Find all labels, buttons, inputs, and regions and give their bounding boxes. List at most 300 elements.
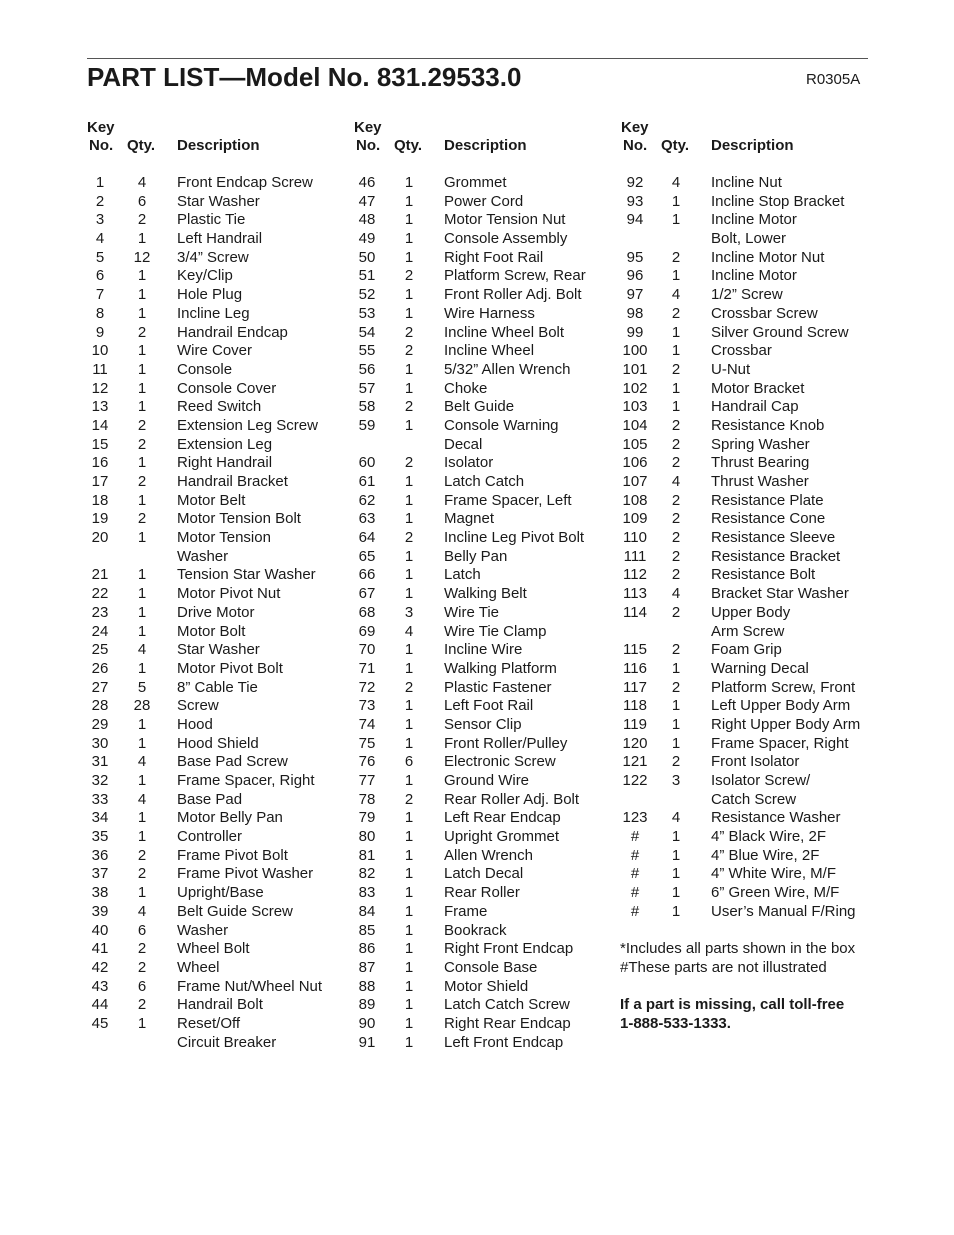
part-description: User’s Manual F/Ring [711, 902, 856, 920]
part-qty: 1 [137, 398, 147, 416]
part-row [354, 417, 634, 436]
part-description: Belt Guide [444, 398, 515, 416]
part-description: Resistance Bolt [711, 566, 816, 584]
part-description: Motor Tension Bolt [177, 510, 301, 528]
part-qty: 2 [404, 342, 414, 360]
part-description: Front Endcap Screw [177, 174, 313, 191]
part-key: 115 [623, 641, 647, 659]
part-description: Base Pad [177, 790, 243, 808]
part-description: Console [177, 360, 233, 378]
part-description: Right Handrail [177, 454, 273, 472]
part-row [87, 380, 367, 399]
part-row [354, 436, 634, 455]
part-qty: 1 [404, 585, 414, 603]
part-qty: 1 [137, 491, 147, 509]
part-key: 21 [91, 566, 109, 584]
part-qty: 2 [671, 491, 681, 509]
part-description: Motor Bracket [711, 379, 805, 397]
part-key: 104 [622, 416, 648, 434]
part-row [354, 922, 634, 941]
part-key: 113 [623, 585, 647, 603]
description-header: Description [711, 137, 794, 154]
part-qty: 1 [404, 211, 414, 229]
part-key: 48 [358, 211, 376, 229]
part-description: Extension Leg [177, 435, 273, 453]
part-description: Platform Screw, Rear [444, 267, 586, 285]
part-key: 13 [91, 398, 109, 416]
part-row [354, 753, 634, 772]
part-qty: 1 [404, 360, 414, 378]
part-description: Isolator [444, 454, 494, 472]
part-row [87, 548, 367, 567]
part-description: Key/Clip [177, 267, 233, 285]
part-row [87, 342, 367, 361]
part-description: Belt Guide Screw [177, 902, 293, 920]
part-row [354, 492, 634, 511]
part-description: Console Base [444, 958, 538, 976]
part-row [354, 249, 634, 268]
part-qty: 4 [671, 286, 681, 304]
qty-header: Qty. [394, 137, 423, 154]
part-row [87, 398, 367, 417]
part-key: 19 [91, 510, 109, 528]
part-qty: 4 [137, 790, 147, 808]
part-qty: 1 [404, 1033, 414, 1051]
part-description: Incline Leg Pivot Bolt [444, 529, 585, 547]
part-description: Star Washer [177, 192, 260, 210]
part-row [87, 828, 367, 847]
part-description: Electronic Screw [444, 753, 556, 771]
part-description: Foam Grip [711, 641, 782, 659]
part-row [354, 230, 634, 249]
part-row [87, 847, 367, 866]
part-row [87, 249, 367, 268]
part-key: 106 [622, 454, 648, 472]
part-key: # [630, 902, 640, 920]
part-row [354, 660, 634, 679]
part-row [621, 585, 901, 604]
part-description: Incline Nut [711, 174, 782, 191]
part-qty: 1 [404, 921, 414, 939]
parts-column-1 [87, 117, 347, 1051]
part-description: Thrust Washer [711, 473, 809, 490]
part-key: 122 [622, 772, 648, 789]
part-qty: 6 [404, 753, 414, 771]
part-qty: 1 [137, 715, 147, 733]
part-description: Upper Body [711, 603, 791, 621]
part-description: 4” Black Wire, 2F [711, 828, 827, 846]
part-description: Right Rear Endcap [444, 1014, 571, 1032]
part-row [621, 211, 901, 230]
part-key: 57 [358, 379, 376, 397]
part-qty: 1 [671, 323, 681, 341]
part-key: 83 [358, 884, 376, 902]
part-key: 26 [91, 659, 109, 677]
part-qty: 1 [404, 547, 414, 565]
part-row [354, 679, 634, 698]
part-description: Isolator Screw/ [711, 772, 811, 789]
part-row [621, 305, 901, 324]
part-description: Resistance Sleeve [711, 529, 836, 547]
part-row [621, 510, 901, 529]
part-key: 3 [95, 211, 105, 229]
part-row [354, 267, 634, 286]
part-key: 8 [95, 304, 105, 322]
part-qty: 6 [137, 977, 147, 995]
part-row [87, 305, 367, 324]
part-key: 79 [358, 809, 376, 827]
part-key: 47 [358, 192, 376, 210]
part-key: 64 [358, 529, 376, 547]
part-qty: 1 [671, 715, 681, 733]
part-description: Catch Screw [711, 790, 797, 808]
part-row [621, 847, 901, 866]
part-qty: 1 [137, 566, 147, 584]
part-qty: 1 [137, 529, 147, 547]
part-row [621, 529, 901, 548]
part-qty: 4 [137, 753, 147, 771]
part-description: Upright Grommet [444, 828, 560, 846]
part-key: 93 [626, 192, 644, 210]
part-description: Left Front Endcap [444, 1033, 564, 1051]
part-description: Circuit Breaker [177, 1033, 277, 1051]
part-description: Incline Motor [711, 267, 797, 285]
part-row [621, 548, 901, 567]
part-row [354, 174, 634, 193]
part-key: 55 [358, 342, 376, 360]
part-qty: 2 [671, 678, 681, 696]
part-key: 110 [623, 529, 647, 547]
part-description: Frame [444, 902, 488, 920]
not-illustrated-note: #These parts are not illustrated [620, 958, 827, 976]
part-row [87, 623, 367, 642]
part-key: 9 [95, 323, 105, 341]
part-qty: 1 [404, 884, 414, 902]
parts-rows [621, 174, 901, 922]
part-key: 60 [358, 454, 376, 472]
part-qty: 1 [671, 659, 681, 677]
part-qty: 1 [671, 828, 681, 846]
part-key: 102 [622, 379, 648, 397]
part-key: 91 [358, 1033, 376, 1051]
part-description: Console Cover [177, 379, 277, 397]
part-key: 116 [623, 659, 647, 677]
part-description: Bookrack [444, 921, 507, 939]
part-row [621, 753, 901, 772]
part-qty: 1 [137, 659, 147, 677]
part-qty: 2 [671, 603, 681, 621]
part-key: 5 [95, 248, 105, 266]
part-description: Washer [177, 547, 229, 565]
part-qty: 1 [404, 230, 414, 248]
part-row [87, 529, 367, 548]
part-key: 97 [626, 286, 644, 304]
part-key: 111 [623, 547, 647, 565]
part-key: 105 [622, 435, 648, 453]
part-qty: 5 [137, 678, 147, 696]
part-description: Motor Shield [444, 977, 529, 995]
part-qty: 1 [404, 958, 414, 976]
part-qty: 1 [404, 286, 414, 304]
part-key: 33 [91, 790, 109, 808]
part-qty: 2 [671, 641, 681, 659]
part-row [87, 585, 367, 604]
part-row [621, 249, 901, 268]
part-description: Platform Screw, Front [711, 678, 856, 696]
part-description: Motor Tension Nut [444, 211, 566, 229]
part-row [621, 660, 901, 679]
part-key: 73 [358, 697, 376, 715]
part-row [354, 361, 634, 380]
part-qty: 1 [671, 865, 681, 883]
part-key: 10 [91, 342, 109, 360]
part-row [621, 772, 901, 791]
part-qty: 1 [137, 772, 147, 789]
part-row [87, 230, 367, 249]
part-qty: 2 [671, 529, 681, 547]
part-row [354, 809, 634, 828]
part-row [621, 623, 901, 642]
part-key: 28 [91, 697, 109, 715]
part-row [621, 380, 901, 399]
part-qty: 4 [137, 174, 147, 191]
part-description: Right Foot Rail [444, 248, 544, 266]
part-qty: 1 [404, 902, 414, 920]
part-key: 119 [623, 715, 647, 733]
part-qty: 2 [137, 846, 147, 864]
part-key: 32 [91, 772, 109, 789]
parts-rows [87, 174, 367, 1052]
part-description: Frame Spacer, Right [711, 734, 849, 752]
part-description: Latch Catch Screw [444, 996, 570, 1014]
part-key: 95 [626, 248, 644, 266]
part-key: 87 [358, 958, 376, 976]
part-qty: 1 [137, 884, 147, 902]
part-description: Resistance Cone [711, 510, 826, 528]
part-description: Ground Wire [444, 772, 530, 789]
part-row [621, 809, 901, 828]
part-row [354, 791, 634, 810]
part-qty: 28 [133, 697, 151, 715]
part-qty: 2 [671, 566, 681, 584]
part-row [87, 922, 367, 941]
part-description: Hood Shield [177, 734, 259, 752]
part-description: Motor Pivot Bolt [177, 659, 283, 677]
part-qty: 1 [137, 585, 147, 603]
key-header-bottom: No. [89, 137, 114, 154]
part-qty: 6 [137, 192, 147, 210]
part-row [87, 660, 367, 679]
part-row [354, 510, 634, 529]
part-key: 118 [623, 697, 647, 715]
part-qty: 4 [671, 585, 681, 603]
part-key: 24 [91, 622, 109, 640]
part-key: 42 [91, 958, 109, 976]
part-qty: 12 [133, 248, 151, 266]
part-key: # [630, 884, 640, 902]
part-key: 29 [91, 715, 109, 733]
part-description: Motor Belly Pan [177, 809, 283, 827]
part-row [621, 865, 901, 884]
part-qty: 6 [137, 921, 147, 939]
part-key: 37 [91, 865, 109, 883]
part-qty: 2 [404, 323, 414, 341]
notes [620, 940, 880, 1034]
part-row [621, 454, 901, 473]
part-row [87, 492, 367, 511]
part-qty: 2 [137, 958, 147, 976]
part-description: Allen Wrench [444, 846, 533, 864]
part-qty: 1 [404, 416, 414, 434]
part-description: 6” Green Wire, M/F [711, 884, 840, 902]
part-row [87, 884, 367, 903]
part-description: Frame Spacer, Left [444, 491, 572, 509]
part-description: 3/4” Screw [177, 248, 249, 266]
part-key: # [630, 846, 640, 864]
part-qty: 1 [404, 734, 414, 752]
part-key: 63 [358, 510, 376, 528]
part-key: 117 [623, 678, 647, 696]
part-description: Rear Roller [444, 884, 520, 902]
part-key: 90 [358, 1014, 376, 1032]
part-qty: 2 [137, 510, 147, 528]
part-qty: 1 [404, 510, 414, 528]
part-key: 89 [358, 996, 376, 1014]
part-qty: 1 [137, 230, 147, 248]
part-row [87, 267, 367, 286]
part-key: 67 [358, 585, 376, 603]
part-description: Motor Pivot Nut [177, 585, 281, 603]
part-qty: 1 [404, 715, 414, 733]
part-description: Washer [177, 921, 229, 939]
part-description: Front Roller/Pulley [444, 734, 568, 752]
part-qty: 1 [137, 1014, 147, 1032]
part-row [87, 436, 367, 455]
part-qty: 1 [137, 360, 147, 378]
part-description: Thrust Bearing [711, 454, 810, 472]
part-key: 16 [91, 454, 109, 472]
part-row [621, 286, 901, 305]
part-description: U-Nut [711, 360, 751, 378]
part-key: 85 [358, 921, 376, 939]
part-qty: 1 [404, 1014, 414, 1032]
part-description: Incline Stop Bracket [711, 192, 845, 210]
part-row [87, 361, 367, 380]
part-qty: 1 [404, 697, 414, 715]
part-description: Choke [444, 379, 488, 397]
part-row [87, 697, 367, 716]
part-qty: 1 [137, 379, 147, 397]
includes-note: *Includes all parts shown in the box [620, 940, 856, 957]
part-qty: 2 [137, 473, 147, 490]
part-key: 69 [358, 622, 376, 640]
part-row [354, 193, 634, 212]
part-key: 86 [358, 940, 376, 958]
part-row [621, 324, 901, 343]
top-rule [87, 58, 868, 59]
part-description: 4” White Wire, M/F [711, 865, 837, 883]
part-row [354, 380, 634, 399]
part-description: Handrail Bracket [177, 473, 288, 490]
parts-column-2 [354, 117, 614, 1051]
part-key: 68 [358, 603, 376, 621]
part-description: Bracket Star Washer [711, 585, 849, 603]
part-row [87, 604, 367, 623]
part-key: 84 [358, 902, 376, 920]
part-description: Bolt, Lower [711, 230, 787, 248]
part-description: Frame Spacer, Right [177, 772, 315, 789]
part-description: Hole Plug [177, 286, 243, 304]
part-description: 4” Blue Wire, 2F [711, 846, 820, 864]
part-row [354, 940, 634, 959]
part-key: 38 [91, 884, 109, 902]
part-description: Drive Motor [177, 603, 255, 621]
part-key: 94 [626, 211, 644, 229]
missing-part-note: If a part is missing, call toll-free [620, 996, 845, 1014]
part-description: Grommet [444, 174, 507, 191]
part-row [87, 996, 367, 1015]
part-description: Incline Leg [177, 304, 250, 322]
part-qty: 4 [137, 641, 147, 659]
part-description: Decal [444, 435, 483, 453]
part-description: Crossbar [711, 342, 772, 360]
part-key: 108 [622, 491, 648, 509]
part-key: 6 [95, 267, 105, 285]
part-row [354, 604, 634, 623]
part-qty: 1 [137, 304, 147, 322]
part-row [87, 716, 367, 735]
part-key: 17 [91, 473, 109, 490]
part-description: Tension Star Washer [177, 566, 316, 584]
part-key: 35 [91, 828, 109, 846]
part-description: Warning Decal [711, 659, 809, 677]
part-key: 7 [95, 286, 105, 304]
part-description: Walking Belt [444, 585, 527, 603]
part-key: 1 [95, 174, 105, 191]
part-row [621, 267, 901, 286]
part-description: Left Foot Rail [444, 697, 534, 715]
part-description: Frame Nut/Wheel Nut [177, 977, 323, 995]
part-qty: 1 [671, 846, 681, 864]
part-qty: 4 [671, 809, 681, 827]
part-key: 4 [95, 230, 105, 248]
part-key: 75 [358, 734, 376, 752]
part-row [87, 417, 367, 436]
part-description: Walking Platform [444, 659, 557, 677]
part-row [87, 566, 367, 585]
part-qty: 2 [137, 211, 147, 229]
part-qty: 1 [404, 473, 414, 490]
part-key: 76 [358, 753, 376, 771]
part-row [87, 211, 367, 230]
part-description: Front Isolator [711, 753, 800, 771]
part-qty: 1 [671, 884, 681, 902]
part-description: Plastic Tie [177, 211, 246, 229]
part-key: 77 [358, 772, 376, 789]
part-description: Extension Leg Screw [177, 416, 318, 434]
part-key: 50 [358, 248, 376, 266]
part-row [354, 697, 634, 716]
part-row [87, 286, 367, 305]
part-description: Rear Roller Adj. Bolt [444, 790, 580, 808]
part-row [354, 398, 634, 417]
part-key: 82 [358, 865, 376, 883]
part-row [87, 1034, 367, 1053]
part-key: 14 [91, 416, 109, 434]
part-row [87, 959, 367, 978]
part-row [87, 865, 367, 884]
part-description: Left Handrail [177, 230, 263, 248]
